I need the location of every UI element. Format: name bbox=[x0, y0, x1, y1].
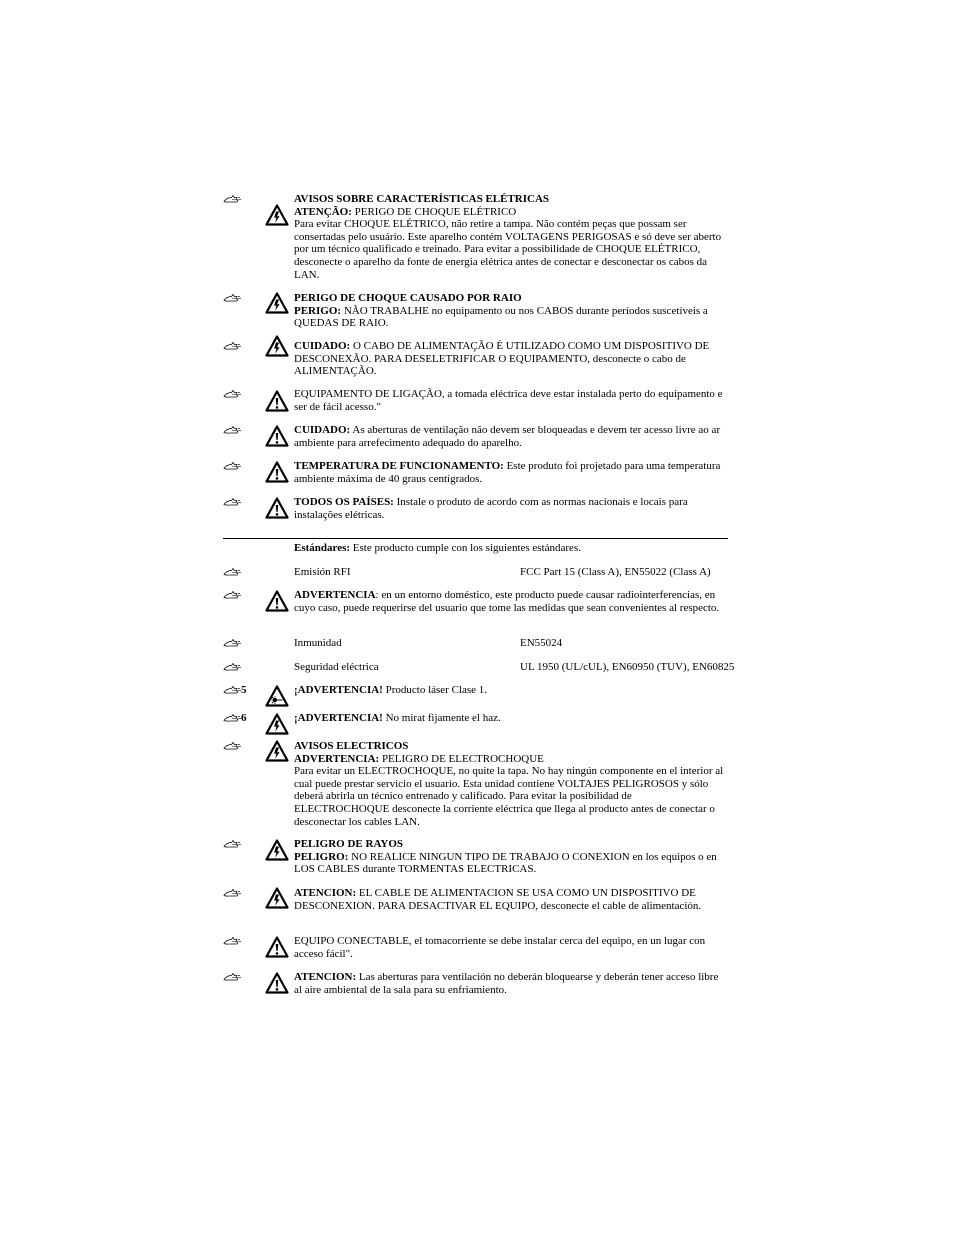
electric-shock-warning-icon bbox=[265, 204, 289, 226]
exclamation-warning-icon bbox=[265, 425, 289, 447]
standard-name: Seguridad eléctrica bbox=[294, 661, 379, 673]
section-divider bbox=[223, 538, 728, 539]
notice-label: ADVERTENCIA: bbox=[294, 752, 380, 765]
notice-body: EQUIPAMENTO DE LIGAÇÃO, a tomada eléctrica deve estar instalada perto do equipamento e ser de fácil acesso." bbox=[294, 388, 723, 413]
pointing-hand-icon bbox=[223, 194, 247, 204]
standard-value: FCC Part 15 (Class A), EN55022 (Class A) bbox=[520, 566, 711, 578]
pointing-hand-icon bbox=[223, 293, 247, 303]
exclamation-warning-icon bbox=[265, 936, 289, 958]
standard-value: UL 1950 (UL/cUL), EN60950 (TUV), EN60825 bbox=[520, 661, 735, 673]
notice-label: ¡ADVERTENCIA! bbox=[294, 712, 383, 724]
notice-text bbox=[294, 712, 728, 725]
pointing-hand-icon bbox=[223, 389, 247, 399]
electric-shock-warning-icon bbox=[265, 839, 289, 861]
notice-text bbox=[294, 887, 728, 912]
electric-shock-warning-icon bbox=[265, 740, 289, 762]
notice-body: Producto láser Clase 1. bbox=[382, 684, 488, 696]
notice-label: PERIGO: bbox=[294, 304, 342, 317]
electric-shock-warning-icon bbox=[265, 292, 289, 314]
pointing-hand-icon bbox=[223, 741, 247, 751]
notice-label: ¡ADVERTENCIA! bbox=[294, 684, 383, 696]
notice-text bbox=[294, 340, 728, 378]
pointing-hand-icon bbox=[223, 638, 247, 648]
pointing-hand-icon bbox=[223, 497, 247, 507]
notice-text bbox=[294, 740, 728, 828]
notice-label: ATENCION: bbox=[294, 971, 357, 983]
footnote-number: 5 bbox=[241, 684, 247, 696]
notice-label: ADVERTENCIA bbox=[294, 589, 376, 601]
standards-body: Este producto cumple con los siguientes estándares. bbox=[350, 542, 581, 554]
standards-label: Estándares: bbox=[294, 542, 351, 554]
pointing-hand-icon bbox=[223, 341, 247, 351]
pointing-hand-icon bbox=[223, 972, 247, 982]
notice-text bbox=[294, 388, 728, 413]
notice-label: ATENÇÃO: bbox=[294, 205, 352, 218]
pointing-hand-icon bbox=[223, 461, 247, 471]
footnote-number: 6 bbox=[241, 712, 247, 724]
notice-body: NÃO TRABALHE no equipamento ou nos CABOS durante períodos suscetíveis a QUEDAS DE RAIO. bbox=[294, 304, 708, 330]
notice-body: Instale o produto de acordo com as normas nacionais e locais para instalações elétricas. bbox=[294, 496, 688, 521]
notice-body: : en un entorno doméstico, este producto puede causar radiointerferencias, en cuyo caso, puede requerirse del usuario que tome las medidas que sean convenientes al respecto. bbox=[294, 589, 720, 614]
electric-shock-warning-icon bbox=[265, 887, 289, 909]
notice-text bbox=[294, 838, 728, 876]
pointing-hand-icon bbox=[223, 839, 247, 849]
pointing-hand-icon bbox=[223, 888, 247, 898]
standard-value: EN55024 bbox=[520, 637, 563, 649]
notice-body: EL CABLE DE ALIMENTACION SE USA COMO UN DISPOSITIVO DE DESCONEXION. PARA DESACTIVAR EL EQUIPO, desconecte el cable de alimentación. bbox=[294, 887, 702, 912]
notice-label: TODOS OS PAÍSES: bbox=[294, 496, 394, 508]
exclamation-warning-icon bbox=[265, 972, 289, 994]
standard-row bbox=[294, 661, 735, 674]
notice-label-rest: PELIGRO DE ELECTROCHOQUE bbox=[379, 752, 544, 765]
standard-row bbox=[294, 637, 728, 650]
standard-row bbox=[294, 566, 728, 579]
notice-text bbox=[294, 589, 728, 614]
notice-label: TEMPERATURA DE FUNCIONAMENTO: bbox=[294, 460, 504, 472]
pointing-hand-icon bbox=[223, 425, 247, 435]
notice-label: ATENCION: bbox=[294, 887, 357, 899]
notice-body: Para evitar CHOQUE ELÉTRICO, não retire a tampa. Não contém peças que possam ser consertadas pelo usuário. Este aparelho contém VOLTAGENS PERIGOSAS e só deve ser aberto por um técnico qualificado e treinado. Para evitar a possibilidade de CHOQUE ELÉTRICO, desconecte o aparelho da fonte de energia elétrica antes de conectar e desconectar os cabos da LAN. bbox=[294, 218, 722, 281]
notice-heading: PERIGO DE CHOQUE CAUSADO POR RAIO bbox=[294, 292, 522, 304]
notice-text bbox=[294, 460, 728, 485]
notice-text bbox=[294, 496, 728, 521]
notice-text bbox=[294, 542, 728, 555]
notice-label: PELIGRO: bbox=[294, 850, 349, 863]
electric-shock-warning-icon bbox=[265, 713, 289, 735]
notice-body: Para evitar un ELECTROCHOQUE, no quite la tapa. No hay ningún componente en el interior al cual puede prestar servicio el usuario. Esta unidad contiene VOLTAJES PELIGROSOS y sólo deberá abrirla un técnico entrenado y calificado. Para evitar la posibilidad de ELECTROCHOQUE desconecte la corriente eléctrica que llega al producto antes de conectar o desconectar los cables LAN. bbox=[294, 765, 724, 828]
notice-text bbox=[294, 971, 728, 996]
notice-body: Las aberturas para ventilación no deberán bloquearse y deberán tener acceso libre al aire ambiental de la sala para su enfriamiento. bbox=[294, 971, 719, 996]
pointing-hand-icon bbox=[223, 590, 247, 600]
pointing-hand-icon bbox=[223, 936, 247, 946]
notice-body: Este produto foi projetado para uma temperatura ambiente máxima de 40 graus centígrados. bbox=[294, 460, 721, 485]
notice-text bbox=[294, 193, 728, 281]
notice-heading: AVISOS SOBRE CARACTERÍSTICAS ELÉTRICAS bbox=[294, 193, 550, 205]
notice-label-rest: PERIGO DE CHOQUE ELÉTRICO bbox=[351, 205, 517, 218]
notice-body: No mirat fijamente el haz. bbox=[382, 712, 501, 724]
notice-label: CUIDADO: bbox=[294, 340, 351, 352]
pointing-hand-icon bbox=[223, 662, 247, 672]
notice-heading: AVISOS ELECTRICOS bbox=[294, 740, 409, 752]
notice-heading: PELIGRO DE RAYOS bbox=[294, 838, 404, 850]
notice-text bbox=[294, 424, 728, 449]
pointing-hand-icon bbox=[223, 567, 247, 577]
notice-text bbox=[294, 684, 728, 697]
notice-body: O CABO DE ALIMENTAÇÃO É UTILIZADO COMO UM DISPOSITIVO DE DESCONEXÃO. PARA DESELETRIFICAR O EQUIPAMENTO, desconecte o cabo de ALIMENTAÇÃO. bbox=[294, 340, 710, 378]
laser-warning-icon bbox=[265, 685, 289, 707]
electric-shock-warning-icon bbox=[265, 335, 289, 357]
notice-text bbox=[294, 292, 728, 330]
notice-body: NO REALICE NINGUN TIPO DE TRABAJO O CONEXION en los equipos o en LOS CABLES durante TORMENTAS ELECTRICAS. bbox=[294, 850, 717, 876]
exclamation-warning-icon bbox=[265, 497, 289, 519]
exclamation-warning-icon bbox=[265, 590, 289, 612]
exclamation-warning-icon bbox=[265, 390, 289, 412]
standard-name: Inmunidad bbox=[294, 637, 342, 649]
notice-label: CUIDADO: bbox=[294, 424, 351, 436]
notice-body: EQUIPO CONECTABLE, el tomacorriente se debe instalar cerca del equipo, en un lugar con acceso fácil". bbox=[294, 935, 706, 960]
exclamation-warning-icon bbox=[265, 461, 289, 483]
notice-body: As aberturas de ventilação não devem ser bloqueadas e devem ter acesso livre ao ar ambiente para arrefecimento adequado do aparelho. bbox=[294, 424, 721, 449]
standard-name: Emisión RFI bbox=[294, 566, 351, 578]
notice-text bbox=[294, 935, 728, 960]
